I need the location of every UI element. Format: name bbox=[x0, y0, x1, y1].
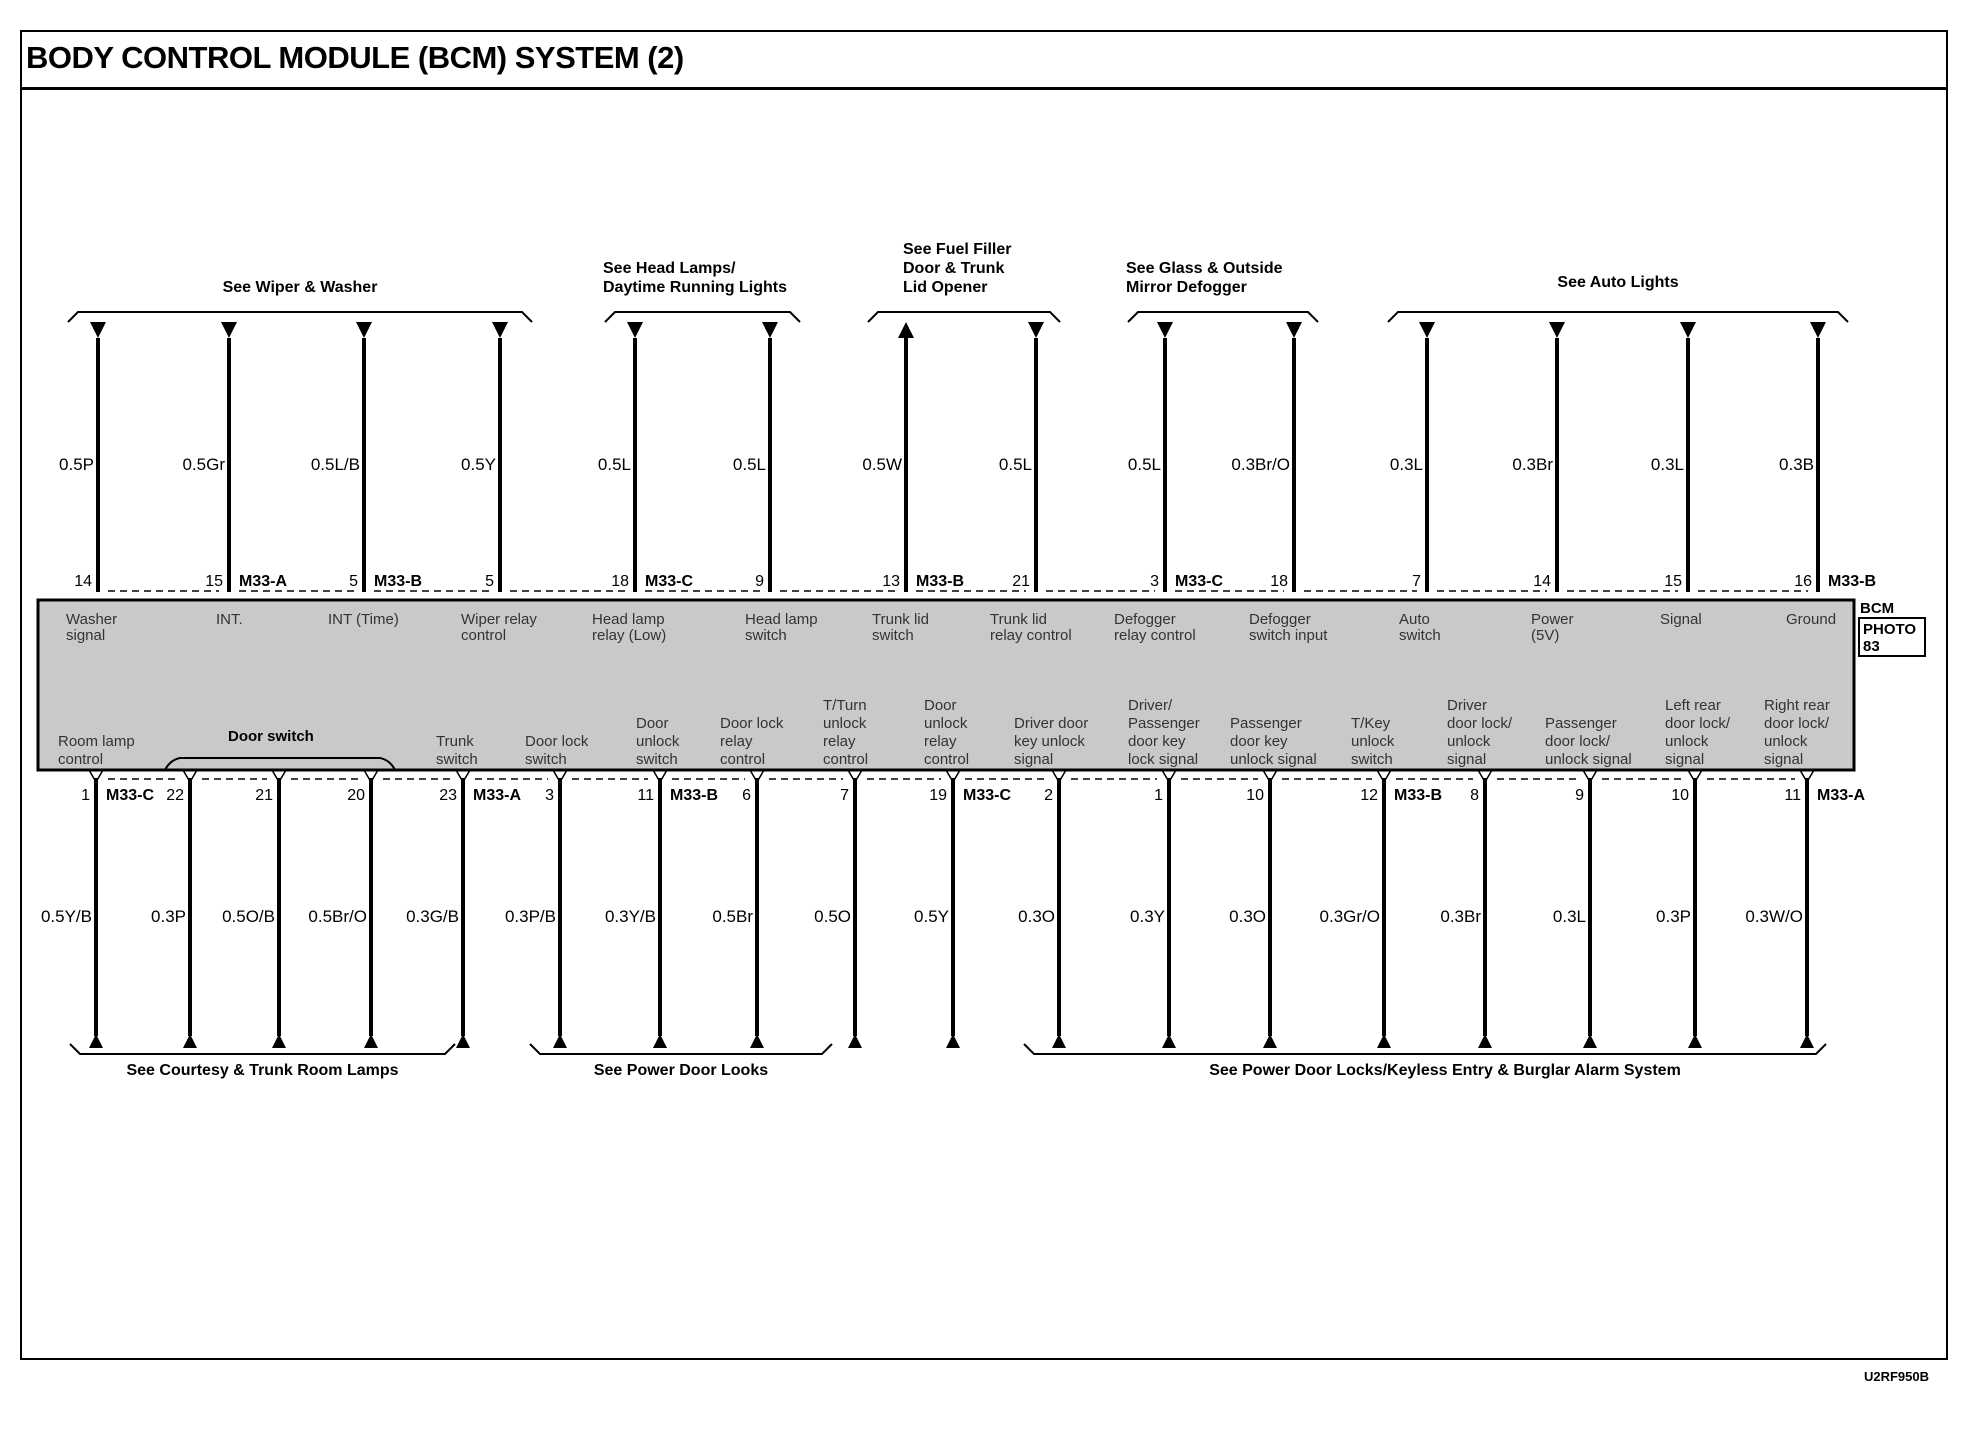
pin-function-line: unlock bbox=[1351, 733, 1395, 750]
arrow-up-icon bbox=[1162, 1034, 1176, 1048]
wire-color-label: 0.5Br bbox=[712, 907, 753, 926]
pin-function-line: unlock signal bbox=[1545, 751, 1632, 768]
pin-function-line: Door bbox=[924, 697, 957, 714]
arrow-down-icon bbox=[627, 322, 643, 338]
pin-function-line: Passenger bbox=[1230, 715, 1302, 732]
pin-function-line: control bbox=[720, 751, 766, 768]
pin-function-line: unlock bbox=[924, 715, 968, 732]
pin-number: 21 bbox=[255, 787, 273, 804]
connector-id: M33-C bbox=[106, 787, 155, 804]
wire-color-label: 0.3Br bbox=[1440, 907, 1481, 926]
wire-color-label: 0.3G/B bbox=[406, 907, 459, 926]
pin-function-line: Head lamp bbox=[592, 611, 665, 628]
connector-id: M33-C bbox=[1175, 573, 1224, 590]
arrow-up-icon bbox=[1583, 1034, 1597, 1048]
reference-group-bracket bbox=[605, 312, 800, 322]
pin-number: 9 bbox=[1575, 787, 1584, 804]
wire-color-label: 0.3P bbox=[1656, 907, 1691, 926]
pin-number: 5 bbox=[349, 573, 358, 590]
wire-color-label: 0.3P/B bbox=[504, 907, 556, 926]
pin-function-line: Driver door bbox=[1014, 715, 1089, 732]
pin-number: 22 bbox=[166, 787, 184, 804]
pin-function-line: signal bbox=[66, 627, 106, 644]
pin-function-line: unlock bbox=[1764, 733, 1808, 750]
pin-number: 21 bbox=[1012, 573, 1030, 590]
wire-color-label: 0.5O bbox=[814, 907, 851, 926]
pin-number: 23 bbox=[439, 787, 457, 804]
pin-function-line: Auto bbox=[1399, 611, 1430, 628]
pin-function-line: switch bbox=[525, 751, 567, 768]
connector-id: M33-A bbox=[473, 787, 522, 804]
pin-number: 18 bbox=[611, 573, 629, 590]
connector-id: M33-B bbox=[1828, 573, 1877, 590]
pin-function-line: Defogger bbox=[1114, 611, 1176, 628]
pin-function-line: Trunk lid bbox=[872, 611, 929, 628]
pin-function-line: Passenger bbox=[1128, 715, 1200, 732]
wire-color-label: 0.3Gr/O bbox=[1319, 907, 1380, 926]
pin-number: 8 bbox=[1470, 787, 1479, 804]
wire-color-label: 0.3L bbox=[1389, 455, 1423, 474]
reference-group-bracket bbox=[1128, 312, 1318, 322]
wire-color-label: 0.5Br/O bbox=[308, 907, 367, 926]
pin-function-line: T/Key bbox=[1351, 715, 1391, 732]
pin-number: 10 bbox=[1246, 787, 1264, 804]
pin-number: 15 bbox=[205, 573, 223, 590]
pin-function-line: door lock/ bbox=[1764, 715, 1830, 732]
reference-group-title: Daytime Running Lights bbox=[603, 279, 787, 296]
pin-function-line: door lock/ bbox=[1545, 733, 1611, 750]
arrow-down-icon bbox=[356, 322, 372, 338]
arrow-up-icon bbox=[1263, 1034, 1277, 1048]
reference-group-title: See Auto Lights bbox=[1557, 274, 1679, 291]
wire-color-label: 0.5Y bbox=[461, 455, 496, 474]
reference-group-bracket bbox=[1024, 1044, 1826, 1054]
arrow-down-icon bbox=[90, 322, 106, 338]
arrow-up-icon bbox=[1478, 1034, 1492, 1048]
reference-group-title: See Power Door Locks/Keyless Entry & Burglar Alarm System bbox=[1209, 1062, 1681, 1079]
pin-function-line: Door lock bbox=[720, 715, 784, 732]
reference-group-title: Lid Opener bbox=[903, 279, 988, 296]
pin-function-line: door lock/ bbox=[1665, 715, 1731, 732]
pin-function-line: control bbox=[58, 751, 104, 768]
pin-function-label bbox=[328, 611, 399, 628]
pin-number: 19 bbox=[929, 787, 947, 804]
wire-color-label: 0.3W/O bbox=[1745, 907, 1803, 926]
reference-group-title: See Head Lamps/ bbox=[603, 260, 736, 277]
wire-color-label: 0.3Br/O bbox=[1231, 455, 1290, 474]
document-code: U2RF950B bbox=[1863, 1369, 1929, 1384]
pin-function-line: control bbox=[823, 751, 869, 768]
pin-number: 15 bbox=[1664, 573, 1682, 590]
wire-color-label: 0.5P bbox=[59, 455, 94, 474]
reference-group-bracket bbox=[868, 312, 1060, 322]
arrow-up-icon bbox=[946, 1034, 960, 1048]
pin-function-line: switch input bbox=[1249, 627, 1328, 644]
pin-number: 16 bbox=[1794, 573, 1812, 590]
pin-function-label bbox=[436, 733, 478, 768]
pin-function-line: (5V) bbox=[1531, 627, 1560, 644]
arrow-up-icon bbox=[456, 1034, 470, 1048]
pin-function-line: switch bbox=[1351, 751, 1393, 768]
pin-function-line: Trunk lid bbox=[990, 611, 1047, 628]
wire-color-label: 0.3Y bbox=[1130, 907, 1165, 926]
wire-color-label: 0.3L bbox=[1552, 907, 1586, 926]
pin-number: 7 bbox=[1412, 573, 1421, 590]
pin-function-line: T/Turn bbox=[823, 697, 867, 714]
arrow-up-icon bbox=[898, 322, 914, 338]
pin-function-line: signal bbox=[1014, 751, 1054, 768]
arrow-down-icon bbox=[221, 322, 237, 338]
wire-color-label: 0.5Y/B bbox=[40, 907, 92, 926]
bcm-module-layer bbox=[38, 600, 1925, 770]
wire-color-label: 0.5Y bbox=[914, 907, 949, 926]
pin-number: 2 bbox=[1044, 787, 1053, 804]
pin-function-line: Door bbox=[636, 715, 669, 732]
pin-function-line: unlock bbox=[636, 733, 680, 750]
arrow-down-icon bbox=[1810, 322, 1826, 338]
pin-function-line: Washer bbox=[66, 611, 118, 628]
wire-color-label: 0.3B bbox=[1779, 455, 1814, 474]
pin-function-label bbox=[1660, 611, 1702, 628]
pin-function-line: switch bbox=[436, 751, 478, 768]
arrow-down-icon bbox=[1028, 322, 1044, 338]
pin-function-label bbox=[216, 611, 243, 628]
pin-function-line: switch bbox=[872, 627, 914, 644]
arrow-up-icon bbox=[272, 1034, 286, 1048]
pin-function-line: Head lamp bbox=[745, 611, 818, 628]
reference-group-title: See Fuel Filler bbox=[903, 241, 1012, 258]
reference-group-bracket bbox=[68, 312, 532, 322]
pin-function-line: relay bbox=[823, 733, 856, 750]
photo-ref-line: PHOTO bbox=[1863, 621, 1917, 638]
arrow-up-icon bbox=[553, 1034, 567, 1048]
pin-function-label bbox=[1786, 611, 1836, 628]
wire-color-label: 0.5L/B bbox=[310, 455, 360, 474]
pin-function-line: relay bbox=[924, 733, 957, 750]
pin-function-line: Right rear bbox=[1764, 697, 1830, 714]
arrow-down-icon bbox=[1286, 322, 1302, 338]
reference-group-bracket bbox=[530, 1044, 832, 1054]
pin-number: 7 bbox=[840, 787, 849, 804]
arrow-down-icon bbox=[492, 322, 508, 338]
pin-function-line: control bbox=[461, 627, 507, 644]
arrow-down-icon bbox=[1419, 322, 1435, 338]
pin-number: 5 bbox=[485, 573, 494, 590]
arrow-up-icon bbox=[1800, 1034, 1814, 1048]
pin-function-line: Defogger bbox=[1249, 611, 1311, 628]
pin-function-line: switch bbox=[745, 627, 787, 644]
arrow-down-icon bbox=[1157, 322, 1173, 338]
pin-function-line: relay bbox=[720, 733, 753, 750]
pin-function-line: relay control bbox=[1114, 627, 1196, 644]
wire-color-label: 0.3L bbox=[1650, 455, 1684, 474]
pin-number: 6 bbox=[742, 787, 751, 804]
pin-function-line: Wiper relay bbox=[461, 611, 537, 628]
pin-function-line: Ground bbox=[1786, 611, 1837, 628]
arrow-up-icon bbox=[750, 1034, 764, 1048]
pin-function-line: Left rear bbox=[1665, 697, 1721, 714]
arrow-down-icon bbox=[1549, 322, 1565, 338]
pin-function-line: door key bbox=[1128, 733, 1186, 750]
pin-function-line: Door lock bbox=[525, 733, 589, 750]
wire-color-label: 0.5L bbox=[732, 455, 766, 474]
photo-ref-number: 83 bbox=[1863, 638, 1880, 655]
arrow-up-icon bbox=[653, 1034, 667, 1048]
pin-function-line: Driver bbox=[1447, 697, 1487, 714]
pin-function-line: door key bbox=[1230, 733, 1288, 750]
pin-number: 13 bbox=[882, 573, 900, 590]
pin-function-line: INT (Time) bbox=[328, 611, 399, 628]
arrow-up-icon bbox=[364, 1034, 378, 1048]
wire-color-label: 0.3Br bbox=[1512, 455, 1553, 474]
pin-number: 11 bbox=[1784, 787, 1801, 804]
pin-function-line: Signal bbox=[1660, 611, 1702, 628]
pin-number: 20 bbox=[347, 787, 365, 804]
wire-color-label: 0.5L bbox=[1127, 455, 1161, 474]
pin-function-line: relay (Low) bbox=[592, 627, 667, 644]
pin-number: 3 bbox=[545, 787, 554, 804]
pin-function-line: unlock bbox=[1447, 733, 1491, 750]
reference-group-title: See Wiper & Washer bbox=[222, 279, 378, 296]
pin-function-line: Room lamp bbox=[58, 733, 135, 750]
pin-function-line: control bbox=[924, 751, 970, 768]
wire-color-label: 0.5O/B bbox=[222, 907, 275, 926]
bcm-label: BCM bbox=[1860, 600, 1895, 617]
connector-id: M33-B bbox=[1394, 787, 1443, 804]
wire-color-label: 0.3O bbox=[1018, 907, 1055, 926]
pin-function-line: switch bbox=[636, 751, 678, 768]
pin-number: 1 bbox=[1154, 787, 1163, 804]
pin-function-line: lock signal bbox=[1128, 751, 1199, 768]
pin-number: 14 bbox=[1533, 573, 1551, 590]
pin-number: 10 bbox=[1671, 787, 1689, 804]
pin-number: 3 bbox=[1150, 573, 1159, 590]
connector-id: M33-B bbox=[374, 573, 423, 590]
pin-function-line: Driver/ bbox=[1128, 697, 1173, 714]
wire-color-label: 0.5L bbox=[998, 455, 1032, 474]
arrow-up-icon bbox=[1377, 1034, 1391, 1048]
reference-group-title: See Glass & Outside bbox=[1126, 260, 1283, 277]
connector-id: M33-B bbox=[916, 573, 965, 590]
connector-id: M33-A bbox=[1817, 787, 1866, 804]
wire-color-label: 0.3O bbox=[1229, 907, 1266, 926]
pin-function-line: door lock/ bbox=[1447, 715, 1513, 732]
connector-id: M33-B bbox=[670, 787, 719, 804]
reference-group-title: Mirror Defogger bbox=[1126, 279, 1247, 296]
pin-function-line: signal bbox=[1665, 751, 1705, 768]
pin-function-line: Passenger bbox=[1545, 715, 1617, 732]
reference-group-title: See Power Door Looks bbox=[593, 1062, 769, 1079]
reference-group-title: Door & Trunk bbox=[903, 260, 1005, 277]
connector-id: M33-A bbox=[239, 573, 288, 590]
pin-number: 12 bbox=[1360, 787, 1378, 804]
pin-function-line: key unlock bbox=[1014, 733, 1085, 750]
wire-color-label: 0.3P bbox=[151, 907, 186, 926]
pin-function-line: signal bbox=[1764, 751, 1804, 768]
wire-color-label: 0.5Gr bbox=[182, 455, 225, 474]
reference-group-bracket bbox=[1388, 312, 1848, 322]
wire-color-label: 0.5W bbox=[862, 455, 902, 474]
connector-id: M33-C bbox=[963, 787, 1012, 804]
wire-color-label: 0.5L bbox=[597, 455, 631, 474]
connector-id: M33-C bbox=[645, 573, 694, 590]
pin-function-label bbox=[1351, 715, 1395, 768]
pin-function-line: relay control bbox=[990, 627, 1072, 644]
pin-function-line: switch bbox=[1399, 627, 1441, 644]
pin-number: 14 bbox=[74, 573, 92, 590]
pin-function-label bbox=[592, 611, 666, 644]
door-switch-label: Door switch bbox=[228, 728, 314, 745]
pin-number: 18 bbox=[1270, 573, 1288, 590]
pin-function-line: Power bbox=[1531, 611, 1574, 628]
page-title: BODY CONTROL MODULE (BCM) SYSTEM (2) bbox=[26, 40, 684, 75]
arrow-up-icon bbox=[848, 1034, 862, 1048]
arrow-up-icon bbox=[183, 1034, 197, 1048]
pin-number: 1 bbox=[81, 787, 90, 804]
pin-function-line: unlock signal bbox=[1230, 751, 1317, 768]
arrow-up-icon bbox=[1052, 1034, 1066, 1048]
arrow-up-icon bbox=[89, 1034, 103, 1048]
pin-function-line: signal bbox=[1447, 751, 1487, 768]
reference-group-bracket bbox=[70, 1044, 455, 1054]
pin-function-line: unlock bbox=[823, 715, 867, 732]
pin-number: 11 bbox=[637, 787, 654, 804]
pin-function-line: unlock bbox=[1665, 733, 1709, 750]
pin-number: 9 bbox=[755, 573, 764, 590]
pin-function-line: Trunk bbox=[436, 733, 474, 750]
arrow-down-icon bbox=[1680, 322, 1696, 338]
arrow-down-icon bbox=[762, 322, 778, 338]
wire-color-label: 0.3Y/B bbox=[604, 907, 656, 926]
arrow-up-icon bbox=[1688, 1034, 1702, 1048]
reference-group-title: See Courtesy & Trunk Room Lamps bbox=[126, 1062, 399, 1079]
pin-function-line: INT. bbox=[216, 611, 243, 628]
